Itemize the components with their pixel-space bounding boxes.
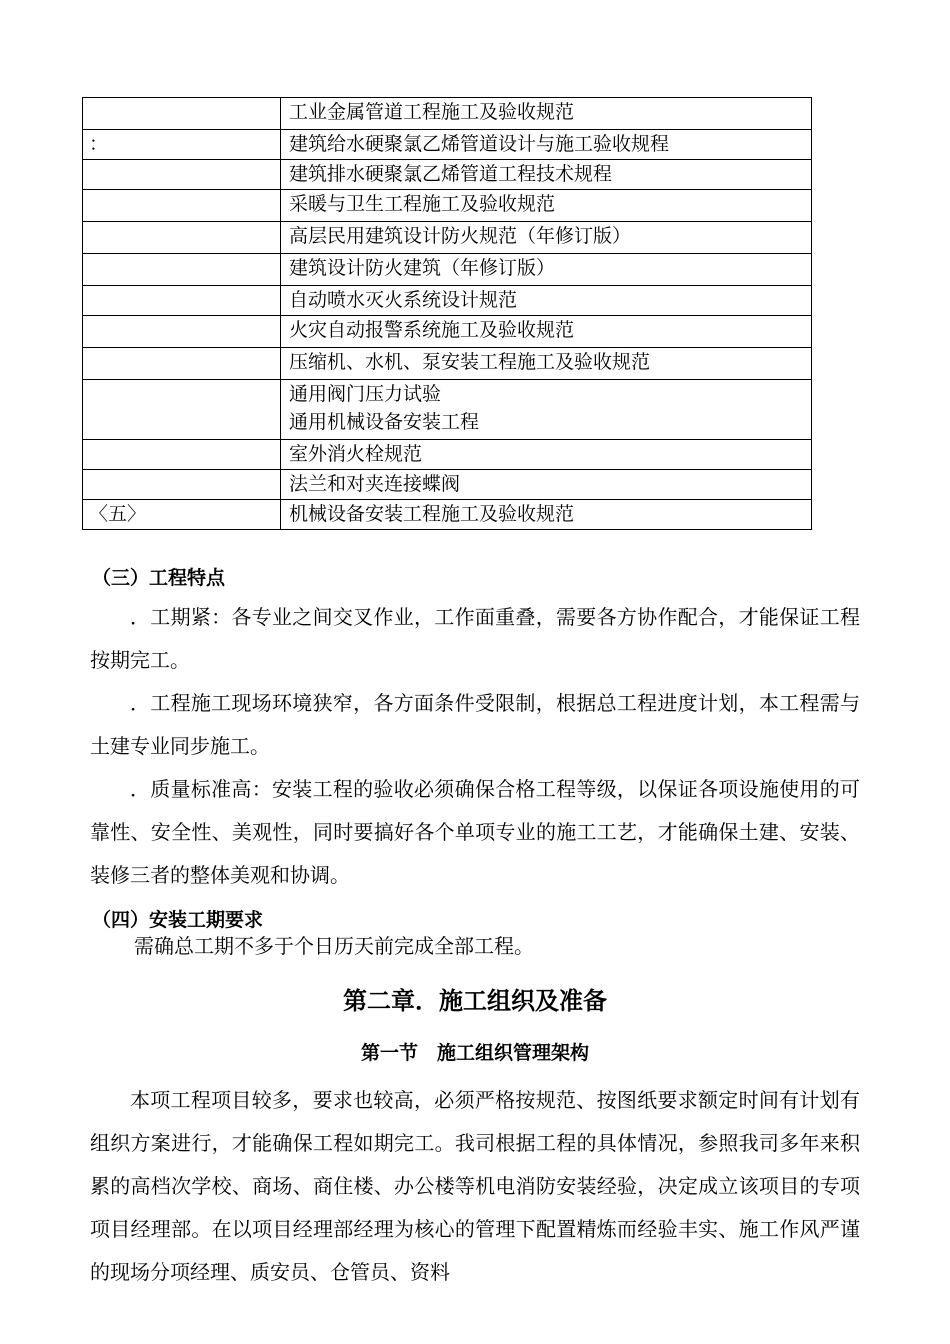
table-cell-left (83, 254, 281, 286)
table-cell-standard (281, 98, 812, 130)
standard-name: 建筑设计防火建筑（年修订版） (289, 257, 556, 279)
table-row (83, 254, 812, 286)
table-row (83, 500, 812, 530)
table-cell-left (83, 380, 281, 440)
table-cell-left (83, 316, 281, 348)
chapter-paragraph: 本项工程项目较多，要求也较高，必须严格按规范、按图纸要求额定时间有计划有组织方案进行，才能确保工程如期完工。我司根据工程的具体情况，参照我司多年来积累的高档次学校、商场、商住楼、办公楼等机电消防安装经验，决定成立该项目的专项项目经理部。在以项目经理部经理为核心的管理下配置精炼而经验丰实、施工作风严谨的现场分项经理、质安员、仓管员、资料 (90, 1088, 860, 1284)
table-cell-standard (281, 160, 812, 190)
table-cell-left (83, 190, 281, 222)
table-cell-standard (281, 286, 812, 316)
section-heading-features: （三）工程特点 (92, 567, 226, 589)
table-cell-left (83, 160, 281, 190)
table-cell-left: ： (83, 130, 281, 160)
standard-name: 建筑给水硬聚氯乙烯管道设计与施工验收规程 (289, 133, 670, 155)
standard-name: 通用机械设备安装工程 (289, 411, 480, 433)
table-cell-left (83, 286, 281, 316)
table-cell-standard (281, 316, 812, 348)
table-cell-standard (281, 190, 812, 222)
table-cell-standard (281, 130, 812, 160)
table-cell-standard (281, 222, 812, 254)
table-cell-left (83, 98, 281, 130)
chapter-title: 第二章．施工组织及准备 (343, 987, 607, 1015)
table-cell-left (83, 222, 281, 254)
standard-name: 通用阀门压力试验 (289, 383, 442, 405)
standards-table (82, 97, 812, 530)
standard-name: 室外消火栓规范 (289, 443, 423, 465)
table-row (83, 316, 812, 348)
table-row (83, 160, 812, 190)
table-cell-standard (281, 470, 812, 500)
table-row (83, 440, 812, 470)
table-cell-standard (281, 500, 812, 530)
table-cell-left: 〈五〉 (83, 500, 281, 530)
table-row (83, 348, 812, 380)
table-cell-left (83, 470, 281, 500)
table-row (83, 380, 812, 440)
table-row (83, 98, 812, 130)
table-row (83, 222, 812, 254)
standard-name: 工业金属管道工程施工及验收规范 (289, 101, 575, 123)
standard-name: 自动喷水灭火系统设计规范 (289, 289, 518, 311)
table-row (83, 470, 812, 500)
standard-name: 法兰和对夹连接蝶阀 (289, 473, 461, 495)
section-heading-schedule: （四）安装工期要求 (92, 909, 264, 931)
standard-name: 压缩机、水机、泵安装工程施工及验收规范 (289, 351, 651, 373)
standard-name: 建筑排水硬聚氯乙烯管道工程技术规程 (289, 163, 613, 185)
schedule-requirement: 需确总工期不多于个日历天前完成全部工程。 (134, 934, 534, 958)
table-row (83, 286, 812, 316)
feature-paragraph-3: ．质量标准高：安装工程的验收必须确保合格工程等级，以保证各项设施使用的可靠性、安全性、美观性，同时要搞好各个单项专业的施工工艺，才能确保土建、安装、装修三者的整体美观和协调。 (90, 777, 860, 887)
table-row (83, 190, 812, 222)
table-cell-standard (281, 440, 812, 470)
standard-name: 高层民用建筑设计防火规范（年修订版） (289, 225, 632, 247)
standards-table-body (83, 98, 812, 530)
table-cell-standard (281, 254, 812, 286)
table-cell-standard (281, 380, 812, 440)
table-row (83, 130, 812, 160)
standard-name: 机械设备安装工程施工及验收规范 (289, 503, 575, 525)
standard-name: 火灾自动报警系统施工及验收规范 (289, 319, 575, 341)
table-cell-standard (281, 348, 812, 380)
feature-paragraph-2: ．工程施工现场环境狭窄，各方面条件受限制，根据总工程进度计划，本工程需与土建专业同步施工。 (90, 691, 860, 758)
feature-paragraph-1: ．工期紧：各专业之间交叉作业，工作面重叠，需要各方协作配合，才能保证工程按期完工。 (90, 605, 860, 672)
table-cell-left (83, 348, 281, 380)
section-title: 第一节 施工组织管理架构 (360, 1042, 589, 1064)
standard-name: 采暖与卫生工程施工及验收规范 (289, 193, 556, 215)
table-cell-left (83, 440, 281, 470)
